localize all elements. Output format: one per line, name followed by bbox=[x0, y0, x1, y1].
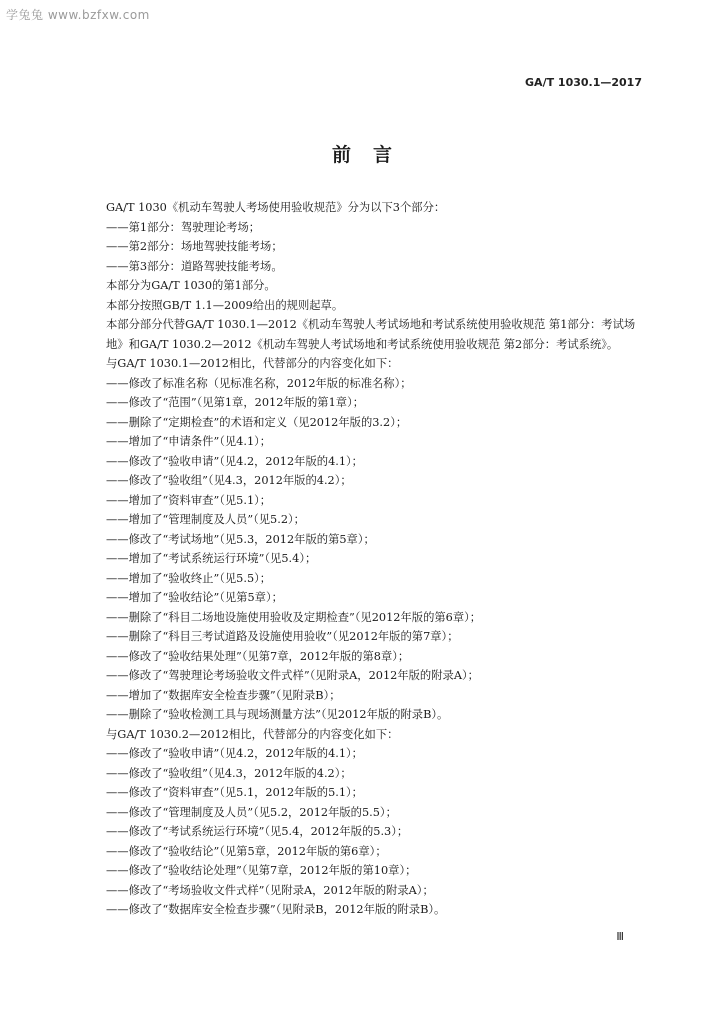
paragraph-line: 本部分按照GB/T 1.1—2009给出的规则起草。 bbox=[106, 298, 344, 312]
paragraph-line: ——修改了“考场验收文件式样”（见附录A，2012年版的附录A）； bbox=[106, 883, 434, 897]
paragraph-line: ——删除了“科目三考试道路及设施使用验收”（见2012年版的第7章）； bbox=[106, 630, 459, 643]
paragraph-line: ——修改了“考试场地”（见5.3，2012年版的第5章）； bbox=[106, 532, 375, 546]
paragraph-line: ——修改了“数据库安全检查步骤”（见附录B，2012年版的附录B）。 bbox=[106, 903, 446, 916]
paragraph-line: ——修改了“验收结论”（见第5章，2012年版的第6章）； bbox=[106, 844, 387, 858]
paragraph-line: 与GA/T 1030.2—2012相比，代替部分的内容变化如下： bbox=[106, 727, 399, 741]
paragraph-line: ——修改了标准名称（见标准名称，2012年版的标准名称）； bbox=[106, 376, 412, 390]
paragraph-line: ——增加了“验收终止”（见5.5）； bbox=[106, 571, 272, 585]
paragraph-line: ——增加了“考试系统运行环境”（见5.4）； bbox=[106, 552, 317, 565]
paragraph-line: ——增加了“数据库安全检查步骤”（见附录B）； bbox=[106, 688, 341, 702]
paragraph-line: ——增加了“申请条件”（见4.1）； bbox=[106, 435, 272, 448]
paragraph-line: ——修改了“验收组”（见4.3，2012年版的4.2）； bbox=[106, 474, 352, 487]
page-number: Ⅲ bbox=[616, 930, 624, 943]
paragraph-line: ——修改了“验收申请”（见4.2，2012年版的4.1）； bbox=[106, 747, 363, 760]
document-body bbox=[84, 198, 644, 920]
paragraph-line: ——第2部分：场地驾驶技能考场； bbox=[106, 240, 283, 253]
paragraph-line: ——第3部分：道路驾驶技能考场。 bbox=[106, 259, 283, 273]
paragraph-line: 本部分为GA/T 1030的第1部分。 bbox=[106, 279, 276, 292]
page-title: 前言 bbox=[331, 144, 414, 166]
paragraph-line: ——第1部分：驾驶理论考场； bbox=[106, 220, 261, 234]
paragraph-line: ——增加了“验收结论”（见第5章）； bbox=[106, 591, 283, 604]
paragraph-line: ——增加了“资料审查”（见5.1）； bbox=[106, 493, 272, 507]
paragraph-line: ——修改了“验收申请”（见4.2，2012年版的4.1）； bbox=[106, 454, 363, 468]
paragraph-line: GA/T 1030《机动车驾驶人考场使用验收规范》分为以下3个部分： bbox=[106, 201, 446, 214]
paragraph-line: ——修改了“验收结论处理”（见第7章，2012年版的第10章）； bbox=[106, 864, 417, 877]
watermark: 学兔兔 www.bzfxw.com bbox=[6, 8, 150, 22]
paragraph-line: ——修改了“验收结果处理”（见第7章，2012年版的第8章）； bbox=[106, 649, 410, 663]
paragraph-line: ——删除了“科目二场地设施使用验收及定期检查”（见2012年版的第6章）； bbox=[106, 610, 482, 624]
paragraph-line: ——修改了“范围”（见第1章，2012年版的第1章）； bbox=[106, 396, 365, 409]
paragraph-line: ——修改了“驾驶理论考场验收文件式样”（见附录A，2012年版的附录A）； bbox=[106, 669, 479, 682]
paragraph-line: ——删除了“验收检测工具与现场测量方法”（见2012年版的附录B）。 bbox=[106, 708, 449, 721]
paragraph-line: ——删除了“定期检查”的术语和定义（见2012年版的3.2）； bbox=[106, 415, 408, 429]
standard-code: GA/T 1030.1—2017 bbox=[525, 76, 642, 89]
paragraph-line: ——增加了“管理制度及人员”（见5.2）； bbox=[106, 513, 305, 526]
paragraph-line: ——修改了“管理制度及人员”（见5.2，2012年版的5.5）； bbox=[106, 805, 397, 819]
paragraph-line: 本部分部分代替GA/T 1030.1—2012《机动车驾驶人考试场地和考试系统使用验收规范 第1部分：考试场地》和GA/T 1030.2—2012《机动车驾驶人考试场地和考试系统使用验收规范 第2部分：考试系统》。 bbox=[106, 318, 636, 351]
paragraph-line: ——修改了“验收组”（见4.3，2012年版的4.2）； bbox=[106, 766, 352, 780]
paragraph-line: ——修改了“考试系统运行环境”（见5.4，2012年版的5.3）； bbox=[106, 825, 409, 838]
paragraph-line: 与GA/T 1030.1—2012相比，代替部分的内容变化如下： bbox=[106, 357, 399, 370]
paragraph-line: ——修改了“资料审查”（见5.1，2012年版的5.1）； bbox=[106, 786, 363, 799]
